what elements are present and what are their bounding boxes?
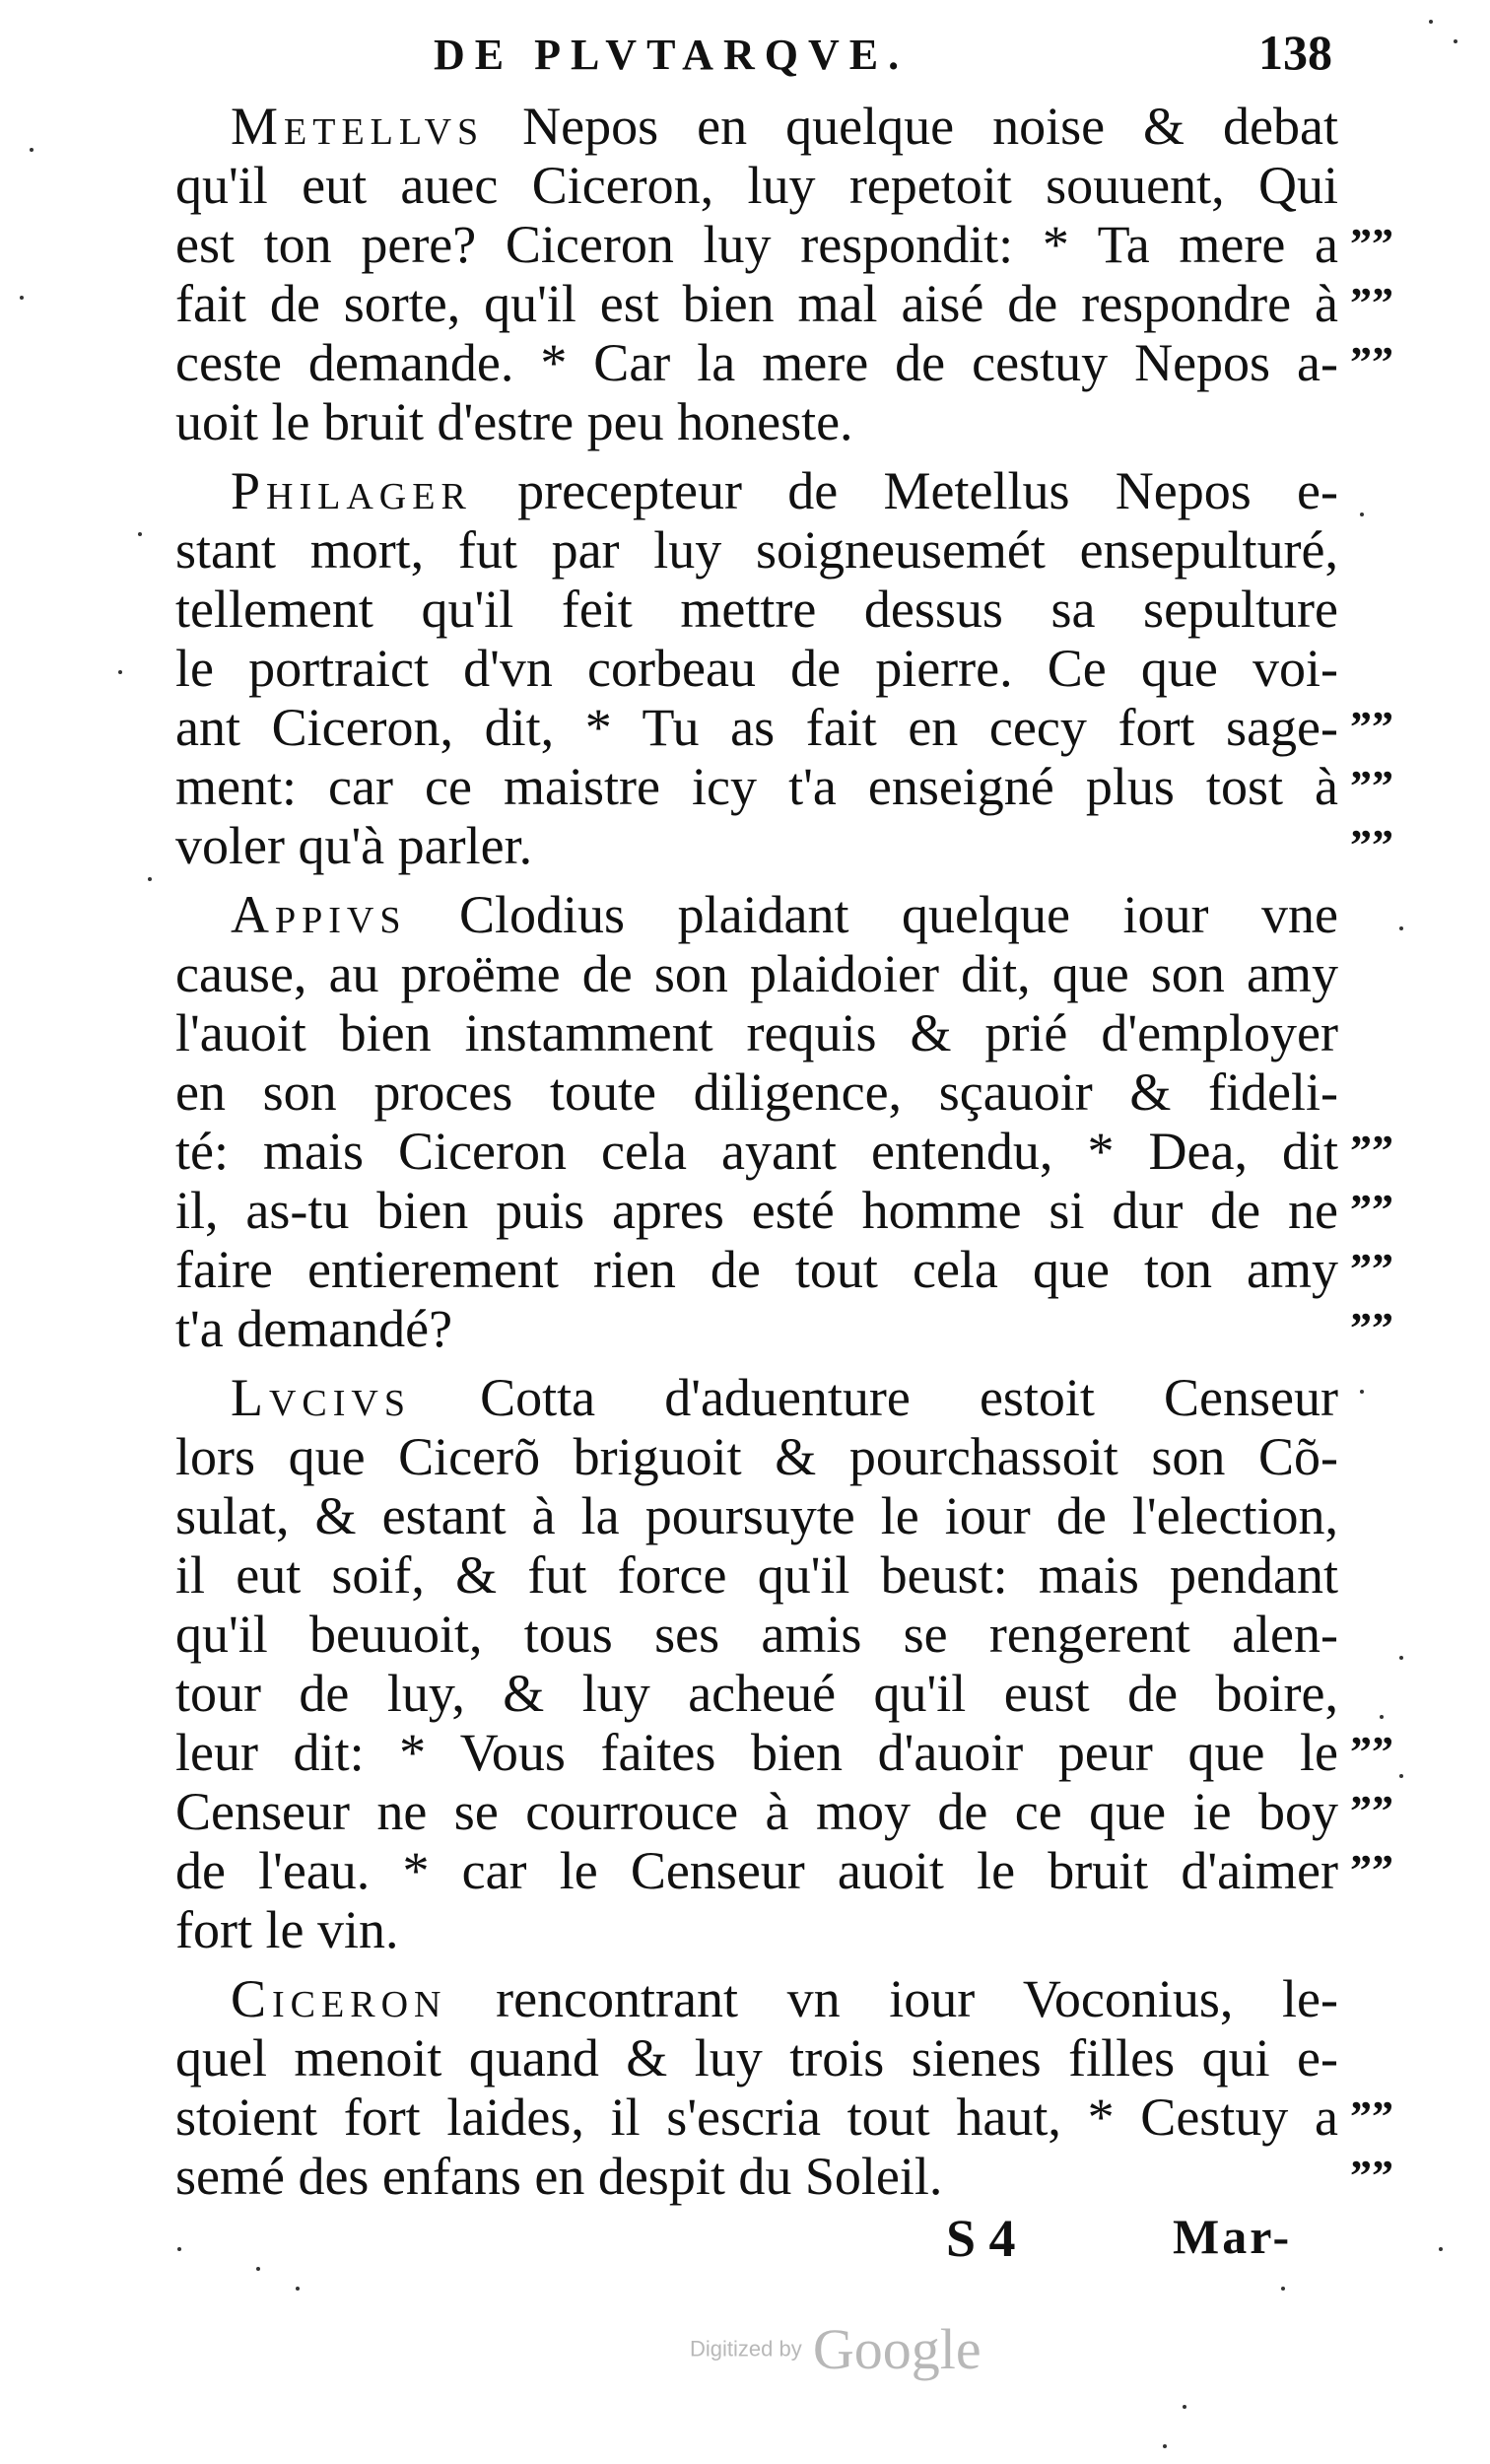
text-line: [175, 1181, 1338, 1240]
paragraph-lead-word: Metellvs: [231, 97, 485, 156]
text-line: [175, 2147, 1338, 2206]
scan-speck: [1183, 2405, 1186, 2409]
scan-speck: [1360, 1390, 1364, 1394]
page-number: 138: [1258, 25, 1332, 80]
text-line: [175, 2028, 1338, 2088]
quote-mark: ””: [1350, 1787, 1393, 1835]
quote-mark: ””: [1350, 1245, 1393, 1293]
text-line: [175, 816, 1338, 875]
line-text: stant mort, fut par luy soigneusemét ensepulturé,: [175, 520, 1338, 580]
line-text: faire entierement rien de tout cela que ton amy: [175, 1240, 1338, 1299]
scan-speck: [1360, 513, 1364, 516]
line-text: rencontrant vn iour Voconius, le-: [446, 1969, 1338, 2028]
quote-mark: ””: [1350, 1846, 1393, 1894]
quote-mark: ””: [1350, 1728, 1393, 1776]
text-line: [175, 1299, 1338, 1358]
quote-mark: ””: [1350, 821, 1393, 869]
scan-speck: [1399, 926, 1403, 930]
line-text: uoit le bruit d'estre peu honeste.: [175, 392, 853, 451]
quote-mark: ””: [1350, 1186, 1393, 1234]
text-line: [175, 639, 1338, 698]
scan-speck: [118, 670, 122, 674]
text-line: [175, 698, 1338, 757]
line-text: de l'eau. * car le Censeur auoit le bruit d'aimer: [175, 1841, 1338, 1900]
paragraph: [175, 97, 1338, 451]
text-line: [175, 1841, 1338, 1900]
line-text: tour de luy, & luy acheué qu'il eust de boire,: [175, 1664, 1338, 1723]
line-text: Cotta d'aduenture estoit Censeur: [411, 1368, 1338, 1427]
quote-mark: ””: [1350, 703, 1393, 751]
text-line: [175, 1605, 1338, 1664]
scan-speck: [1399, 1656, 1403, 1660]
digitization-watermark: [690, 2316, 982, 2382]
text-line: [175, 2088, 1338, 2147]
scan-speck: [138, 532, 142, 536]
paragraph-lead-word: Ciceron: [231, 1969, 447, 2028]
line-text: cause, au proëme de son plaidoier dit, que son amy: [175, 944, 1338, 1003]
scan-speck: [1281, 2287, 1285, 2291]
text-line: [175, 580, 1338, 639]
running-head: DE PLVTARQVE.: [434, 31, 910, 79]
line-text: qu'il eut auec Ciceron, luy repetoit souuent, Qui: [175, 156, 1338, 215]
paragraph-lead-word: Lvcivs: [231, 1368, 412, 1427]
line-text: voler qu'à parler.: [175, 816, 533, 875]
scan-speck: [1439, 2247, 1443, 2251]
text-line: [175, 885, 1338, 944]
line-text: fort le vin.: [175, 1900, 399, 1959]
quote-mark: ””: [1350, 220, 1393, 268]
scan-speck: [1429, 20, 1433, 24]
line-text: il eut soif, & fut force qu'il beust: mais pendant: [175, 1545, 1338, 1605]
paragraph: [175, 885, 1338, 1358]
text-line: [175, 1900, 1338, 1959]
line-text: tellement qu'il feit mettre dessus sa sepulture: [175, 580, 1338, 639]
scan-speck: [296, 2287, 300, 2291]
catchword: Mar-: [1173, 2209, 1293, 2264]
text-line: [175, 1545, 1338, 1605]
quote-mark: ””: [1350, 338, 1393, 386]
text-line: [175, 333, 1338, 392]
line-text: quel menoit quand & luy trois sienes filles qui e-: [175, 2028, 1338, 2088]
scan-speck: [1454, 39, 1457, 43]
scan-speck: [177, 2247, 181, 2251]
line-text: ceste demande. * Car la mere de cestuy Nepos a-: [175, 333, 1338, 392]
text-line: [175, 1723, 1338, 1782]
text-line: [175, 1664, 1338, 1723]
paragraph: [175, 1969, 1338, 2206]
quote-mark: ””: [1350, 1304, 1393, 1352]
text-line: [175, 1062, 1338, 1122]
paragraph-lead-word: Philager: [231, 461, 472, 520]
text-line: [175, 97, 1338, 156]
scan-speck: [256, 2267, 260, 2271]
line-text: té: mais Ciceron cela ayant entendu, * Dea, dit: [175, 1122, 1338, 1181]
paragraph: [175, 1368, 1338, 1959]
body-text: [175, 97, 1338, 2216]
text-line: [175, 461, 1338, 520]
text-line: [175, 944, 1338, 1003]
line-text: en son proces toute diligence, sçauoir & fideli-: [175, 1062, 1338, 1122]
text-line: [175, 392, 1338, 451]
quote-mark: ””: [1350, 762, 1393, 810]
scan-speck: [30, 148, 34, 152]
scan-speck: [148, 877, 152, 881]
text-line: [175, 520, 1338, 580]
text-line: [175, 1240, 1338, 1299]
line-text: semé des enfans en despit du Soleil.: [175, 2147, 943, 2206]
line-text: ment: car ce maistre icy t'a enseigné plus tost à: [175, 757, 1338, 816]
paragraph: [175, 461, 1338, 875]
text-line: [175, 156, 1338, 215]
text-line: [175, 757, 1338, 816]
text-line: [175, 1122, 1338, 1181]
scan-speck: [1399, 1774, 1403, 1778]
line-text: stoient fort laides, il s'escria tout haut, * Cestuy a: [175, 2088, 1338, 2147]
line-text: Censeur ne se courrouce à moy de ce que ie boy: [175, 1782, 1338, 1841]
quote-mark: ””: [1350, 2152, 1393, 2200]
scan-speck: [20, 296, 24, 300]
google-logo: Google: [812, 2317, 982, 2381]
text-line: [175, 1969, 1338, 2028]
quote-mark: ””: [1350, 1127, 1393, 1175]
line-text: fait de sorte, qu'il est bien mal aisé de respondre à: [175, 274, 1338, 333]
line-text: qu'il beuuoit, tous ses amis se rengerent alen-: [175, 1605, 1338, 1664]
text-line: [175, 215, 1338, 274]
signature-mark: S 4: [946, 2209, 1016, 2268]
line-text: ant Ciceron, dit, * Tu as fait en cecy fort sage-: [175, 698, 1338, 757]
line-text: leur dit: * Vous faites bien d'auoir peur que le: [175, 1723, 1338, 1782]
line-text: t'a demandé?: [175, 1299, 453, 1358]
paragraph-lead-word: Appivs: [231, 885, 407, 944]
line-text: il, as-tu bien puis apres esté homme si dur de ne: [175, 1181, 1338, 1240]
line-text: Clodius plaidant quelque iour vne: [406, 885, 1338, 944]
text-line: [175, 1003, 1338, 1062]
text-line: [175, 1782, 1338, 1841]
text-line: [175, 1427, 1338, 1486]
line-text: Nepos en quelque noise & debat: [484, 97, 1338, 156]
text-line: [175, 274, 1338, 333]
scan-speck: [1380, 1715, 1384, 1719]
quote-mark: ””: [1350, 2092, 1393, 2141]
line-text: precepteur de Metellus Nepos e-: [471, 461, 1338, 520]
watermark-prefix: Digitized by: [690, 2336, 802, 2361]
line-text: est ton pere? Ciceron luy respondit: * Ta mere a: [175, 215, 1338, 274]
scan-speck: [1163, 2444, 1167, 2448]
text-line: [175, 1368, 1338, 1427]
line-text: le portraict d'vn corbeau de pierre. Ce que voi-: [175, 639, 1338, 698]
quote-mark: ””: [1350, 279, 1393, 327]
line-text: sulat, & estant à la poursuyte le iour de l'election,: [175, 1486, 1338, 1545]
line-text: l'auoit bien instamment requis & prié d'employer: [175, 1003, 1338, 1062]
text-line: [175, 1486, 1338, 1545]
line-text: lors que Cicerõ briguoit & pourchassoit son Cõ-: [175, 1427, 1338, 1486]
